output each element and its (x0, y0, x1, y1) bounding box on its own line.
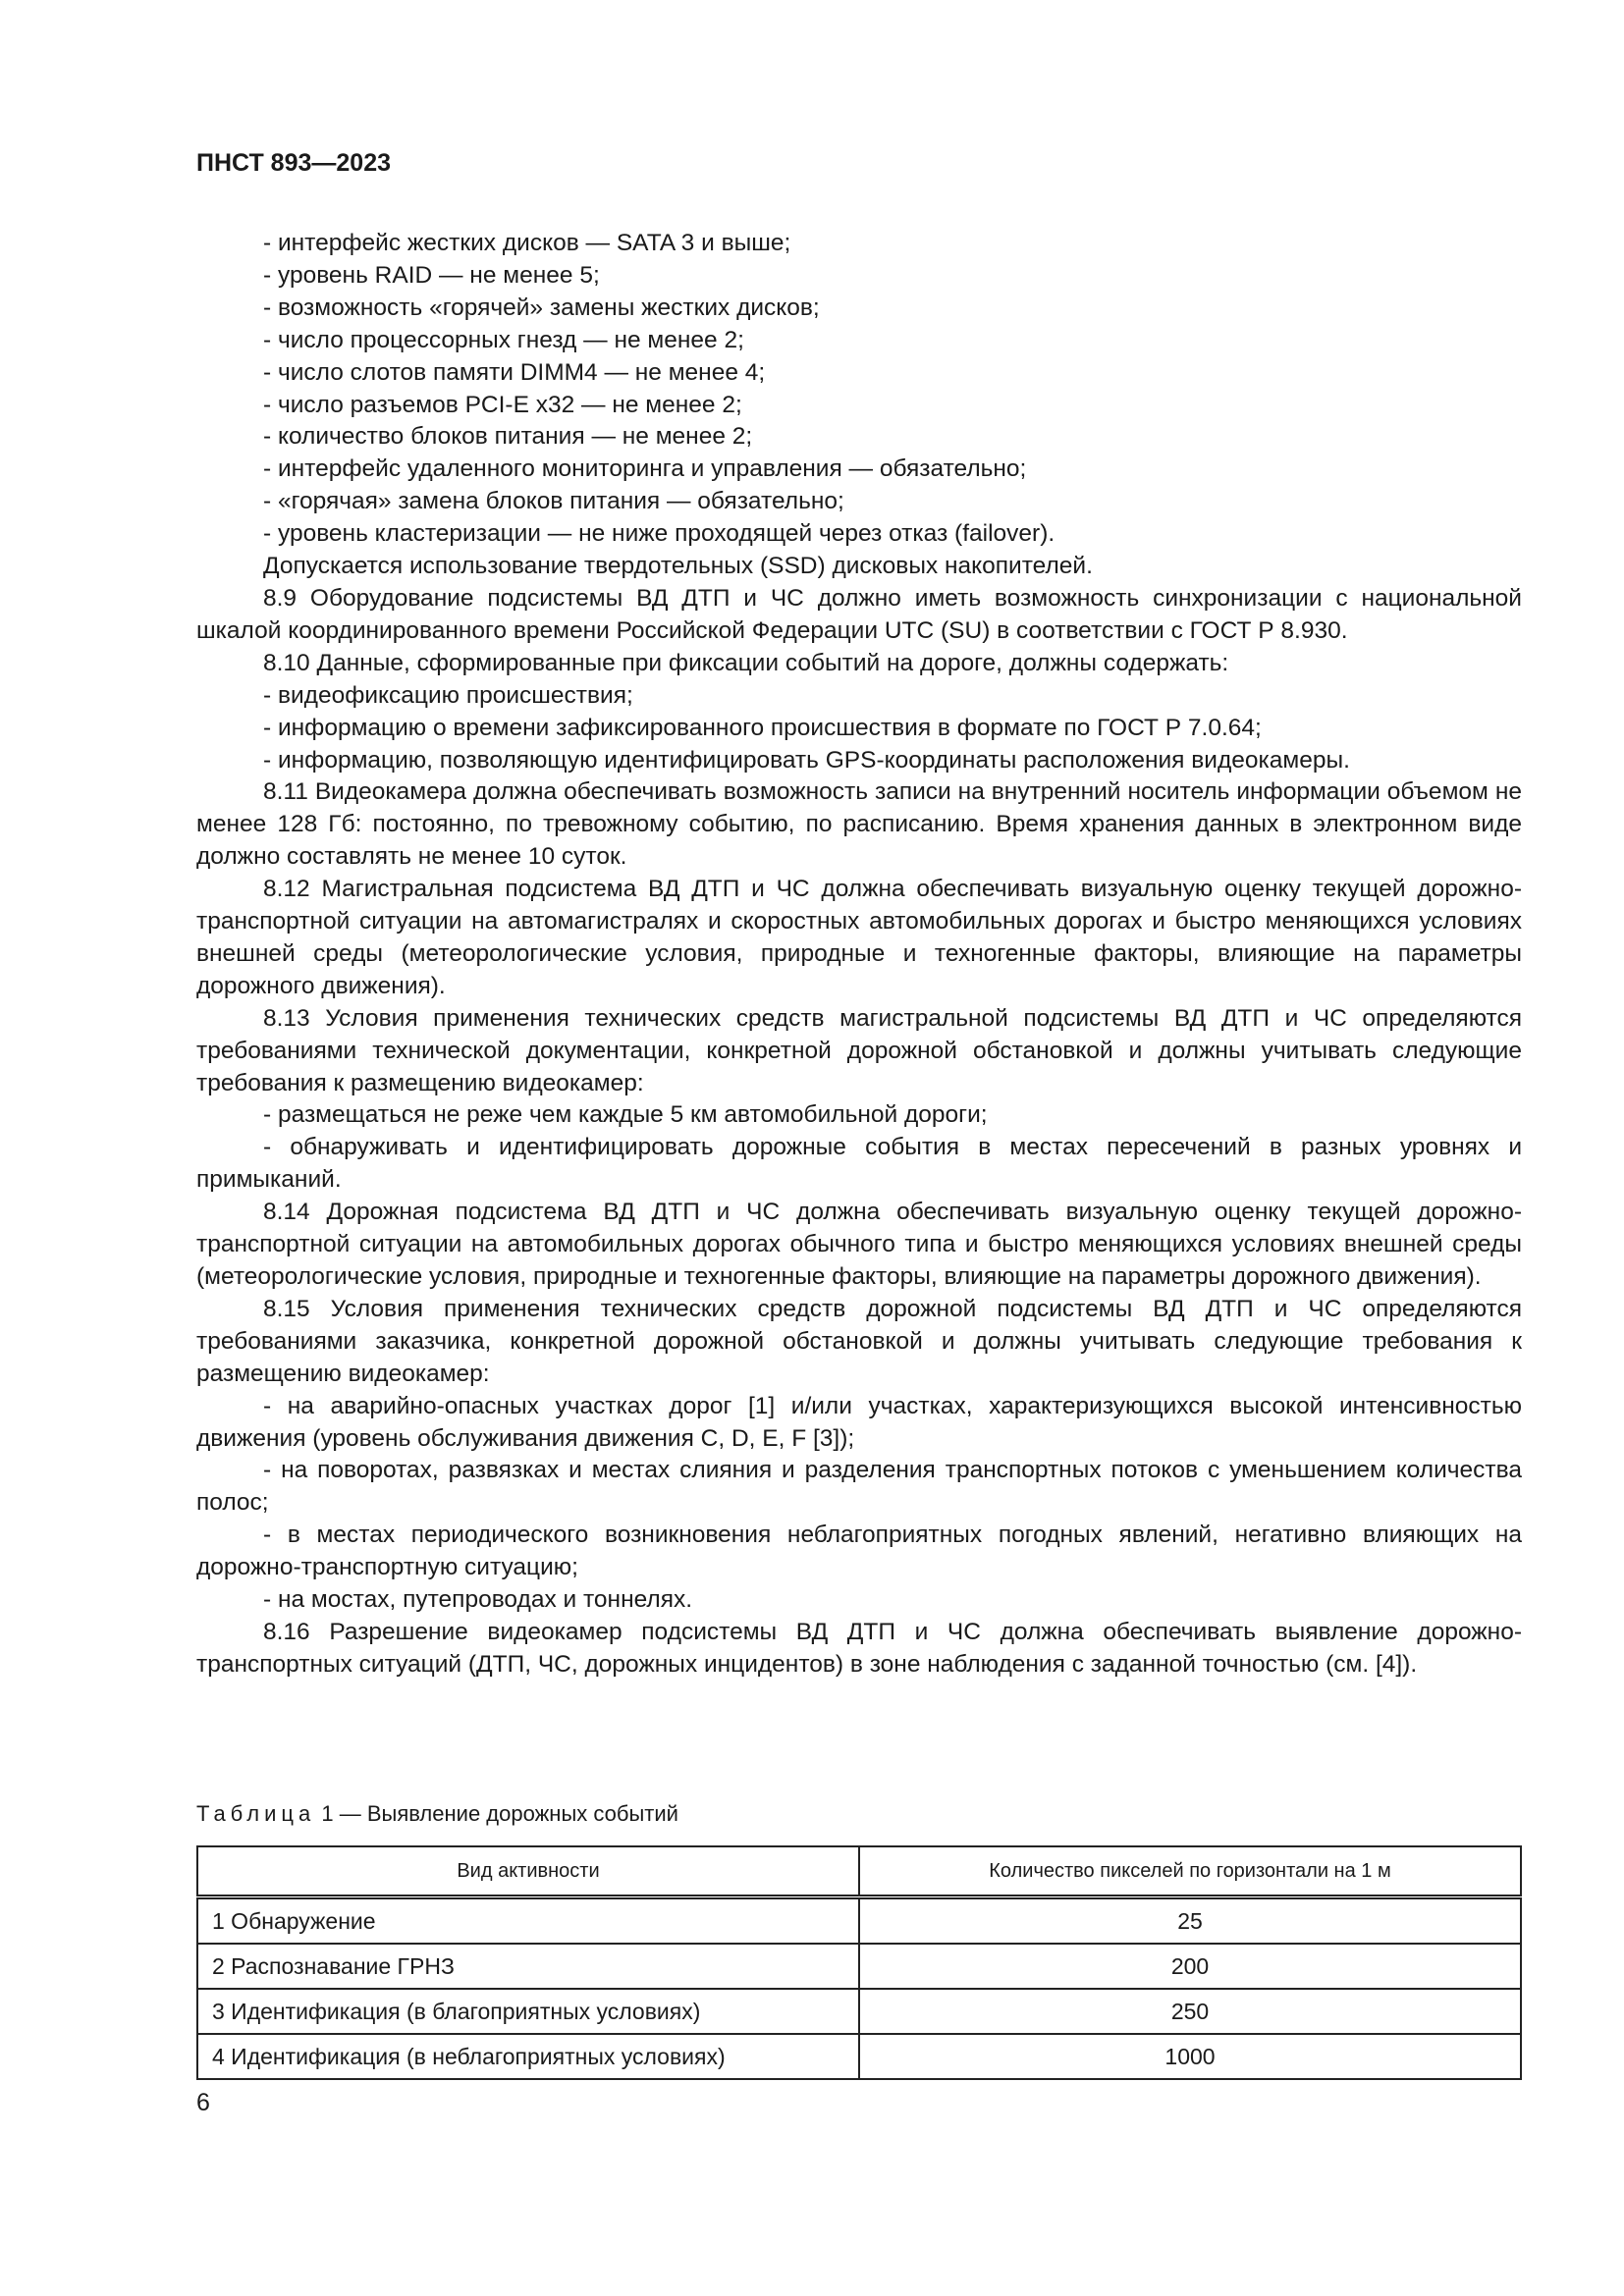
list-item: - видеофиксацию происшествия; (263, 681, 633, 709)
table-caption-label: Таблица (196, 1801, 316, 1826)
list-item: - на аварийно-опасных участках дорог [1] и/или участках, характеризующихся высокой интенсивностью движения (уровень обслуживания движения C, D, E, F [3]); (196, 1392, 1522, 1452)
list-item: - «горячая» замена блоков питания — обязательно; (263, 488, 844, 515)
paragraph: 8.9 Оборудование подсистемы ВД ДТП и ЧС должно иметь возможность синхронизации с национальной шкалой координированного времени Российской Федерации UTC (SU) в соответствии с ГОСТ Р 8.930. (196, 584, 1522, 644)
list-item: - интерфейс удаленного мониторинга и управления — обязательно; (263, 455, 1027, 483)
activity-cell: 2 Распознавание ГРНЗ (197, 1944, 859, 1989)
paragraph: 8.15 Условия применения технических средств дорожной подсистемы ВД ДТП и ЧС определяются требованиями заказчика, конкретной дорожной обстановкой и должны учитывать следующие требования к размещению видеокамер: (196, 1295, 1522, 1387)
paragraph: 8.16 Разрешение видеокамер подсистемы ВД ДТП и ЧС должна обеспечивать выявление дорожно-транспортных ситуаций (ДТП, ЧС, дорожных инцидентов) в зоне наблюдения с заданной точностью (см. [4]). (196, 1618, 1522, 1678)
pixels-cell: 200 (859, 1944, 1521, 1989)
activity-cell: 4 Идентификация (в неблагоприятных условиях) (197, 2034, 859, 2079)
table-row (197, 1897, 1521, 1945)
paragraph: 8.12 Магистральная подсистема ВД ДТП и ЧС должна обеспечивать визуальную оценку текущей дорожно-транспортной ситуации на автомагистралях и скоростных автомобильных дорогах и быстро меняющихся условиях внешней среды (метеорологические условия, природные и техногенные факторы, влияющие на параметры дорожного движения). (196, 876, 1522, 999)
table-row (197, 1989, 1521, 2034)
activity-cell: 1 Обнаружение (197, 1897, 859, 1945)
list-item: - информацию, позволяющую идентифицировать GPS-координаты расположения видеокамеры. (263, 746, 1350, 774)
list-item: - в местах периодического возникновения неблагоприятных погодных явлений, негативно влияющих на дорожно-транспортную ситуацию; (196, 1522, 1522, 1581)
table-header-cell: Количество пикселей по горизонтали на 1 м (859, 1846, 1521, 1897)
pixels-cell: 25 (859, 1897, 1521, 1945)
paragraph: Допускается использование твердотельных (SSD) дисковых накопителей. (263, 553, 1093, 580)
paragraph: 8.14 Дорожная подсистема ВД ДТП и ЧС должна обеспечивать визуальную оценку текущей дорожно-транспортной ситуации на автомобильных дорогах обычного типа и быстро меняющихся условиях внешней среды (метеорологические условия, природные и техногенные факторы, влияющие на параметры дорожного движения). (196, 1199, 1522, 1290)
list-item: - на мостах, путепроводах и тоннелях. (263, 1586, 693, 1614)
table-header-cell: Вид активности (197, 1846, 859, 1897)
pixels-cell: 250 (859, 1989, 1521, 2034)
list-item: - размещаться не реже чем каждые 5 км автомобильной дороги; (263, 1101, 988, 1129)
document-body (196, 228, 1522, 1682)
list-item: - уровень RAID — не менее 5; (263, 261, 600, 289)
list-item: - число разъемов PCI-E x32 — не менее 2; (263, 391, 742, 418)
page-number: 6 (196, 2089, 210, 2116)
table-row (197, 1944, 1521, 1989)
document-header: ПНСТ 893—2023 (196, 149, 391, 177)
list-item: - количество блоков питания — не менее 2; (263, 423, 753, 451)
table-row (197, 2034, 1521, 2079)
list-item: - число слотов памяти DIMM4 — не менее 4; (263, 358, 766, 386)
list-item: - число процессорных гнезд — не менее 2; (263, 326, 744, 353)
list-item: - обнаруживать и идентифицировать дорожные события в местах пересечений в разных уровнях и примыканий. (196, 1134, 1522, 1194)
activity-cell: 3 Идентификация (в благоприятных условиях) (197, 1989, 859, 2034)
paragraph: 8.13 Условия применения технических средств магистральной подсистемы ВД ДТП и ЧС определяются требованиями технической документации, конкретной дорожной обстановкой и должны учитывать следующие требования к размещению видеокамер: (196, 1004, 1522, 1096)
table-caption (196, 1801, 678, 1827)
list-item: - информацию о времени зафиксированного происшествия в формате по ГОСТ Р 7.0.64; (263, 714, 1262, 741)
list-item: - возможность «горячей» замены жестких дисков; (263, 294, 820, 321)
list-item: - интерфейс жестких дисков — SATA 3 и выше; (263, 230, 791, 256)
list-item: - уровень кластеризации — не ниже проходящей через отказ (failover). (263, 520, 1056, 548)
pixels-cell: 1000 (859, 2034, 1521, 2079)
detection-table (196, 1845, 1522, 2080)
paragraph: 8.10 Данные, сформированные при фиксации событий на дороге, должны содержать: (263, 649, 1229, 676)
paragraph: 8.11 Видеокамера должна обеспечивать возможность записи на внутренний носитель информации объемом не менее 128 Гб: постоянно, по тревожному событию, по расписанию. Время хранения данных в электронном виде должно составлять не менее 10 суток. (196, 778, 1522, 871)
list-item: - на поворотах, развязках и местах слияния и разделения транспортных потоков с уменьшением количества полос; (196, 1457, 1522, 1517)
table-caption-text: 1 — Выявление дорожных событий (321, 1801, 678, 1826)
